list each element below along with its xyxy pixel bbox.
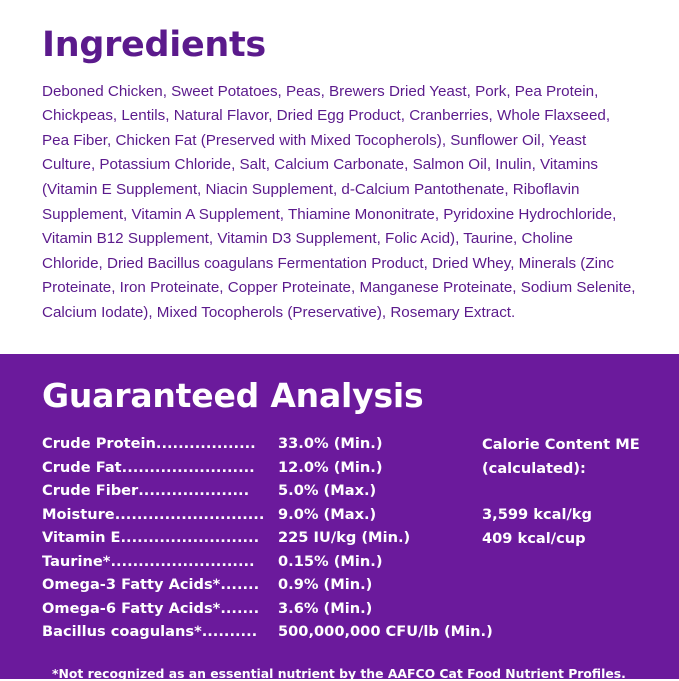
- leader-dots: ....................: [138, 482, 250, 500]
- nutrient-value: 33.0% (Min.): [278, 435, 383, 453]
- table-row: [42, 620, 493, 644]
- nutrient-value: 225 IU/kg (Min.): [278, 529, 411, 547]
- nutrient-label: Crude Fat: [42, 458, 122, 476]
- table-row: [42, 573, 474, 597]
- nutrient-label: Omega-6 Fatty Acids*: [42, 599, 221, 617]
- guaranteed-analysis-table: [42, 432, 493, 644]
- calorie-gap: [482, 480, 640, 503]
- guaranteed-analysis-title: Guaranteed Analysis: [42, 376, 424, 415]
- calorie-value-kg: 3,599 kcal/kg: [482, 506, 592, 524]
- nutrient-value: 500,000,000 CFU/lb (Min.): [278, 623, 493, 641]
- calorie-heading-line-2: (calculated):: [482, 459, 586, 477]
- ingredients-title: Ingredients: [42, 25, 266, 65]
- nutrient-value: 9.0% (Max.): [278, 505, 377, 523]
- nutrient-label: Taurine*: [42, 552, 111, 570]
- leader-dots: ...........................: [114, 505, 265, 523]
- calorie-heading-line-1: Calorie Content ME: [482, 436, 640, 454]
- calorie-value-cup: 409 kcal/cup: [482, 529, 586, 547]
- leader-dots: ........................: [121, 458, 255, 476]
- leader-dots: ..........: [201, 623, 258, 641]
- nutrient-label: Omega-3 Fatty Acids*: [42, 576, 221, 594]
- table-row: [42, 526, 474, 550]
- nutrient-label: Crude Protein: [42, 435, 156, 453]
- nutrient-value: 12.0% (Min.): [278, 458, 383, 476]
- guaranteed-analysis-footnote: *Not recognized as an essential nutrient by the AAFCO Cat Food Nutrient Profiles.: [52, 665, 626, 681]
- nutrient-label: Crude Fiber: [42, 482, 139, 500]
- table-row: [42, 479, 474, 503]
- nutrient-label: Moisture: [42, 505, 115, 523]
- nutrient-label: Vitamin E: [42, 529, 121, 547]
- leader-dots: .......: [220, 576, 260, 594]
- calorie-content-block: [474, 432, 640, 550]
- leader-dots: .......: [220, 599, 260, 617]
- nutrient-value: 5.0% (Max.): [278, 482, 377, 500]
- nutrient-value: 0.15% (Min.): [278, 552, 383, 570]
- table-row: [42, 432, 474, 456]
- table-row: [42, 503, 474, 527]
- table-row: [42, 597, 474, 621]
- leader-dots: ..................: [155, 435, 256, 453]
- leader-dots: ..........................: [110, 552, 255, 570]
- ingredients-text: Deboned Chicken, Sweet Potatoes, Peas, Brewers Dried Yeast, Pork, Pea Protein, Chickpeas, Lentils, Natural Flavor, Dried Egg Product, Cranberries, Whole Flaxseed, Pea Fiber, Chicken Fat (Preserved with Mixed Tocopherols), Sunflower Oil, Yeast Culture, Potassium Chloride, Salt, Calcium Carbonate, Salmon Oil, Inulin, Vitamins (Vitamin E Supplement, Niacin Supplement, d-Calcium Pantothenate, Riboflavin Supplement, Vitamin A Supplement, Thiamine Mononitrate, Pyridoxine Hydrochloride, Vitamin B12 Supplement, Vitamin D3 Supplement, Folic Acid), Taurine, Choline Chloride, Dried Bacillus coagulans Fermentation Product, Dried Whey, Minerals (Zinc Proteinate, Iron Proteinate, Copper Proteinate, Manganese Proteinate, Sodium Selenite, Calcium Iodate), Mixed Tocopherols (Preservative), Rosemary Extract.: [42, 82, 636, 322]
- table-row: [42, 456, 474, 480]
- nutrient-label: Bacillus coagulans*: [42, 623, 202, 641]
- leader-dots: .........................: [120, 529, 260, 547]
- guaranteed-analysis-columns: [42, 432, 640, 644]
- nutrient-value: 3.6% (Min.): [278, 599, 373, 617]
- guaranteed-analysis-section: [0, 354, 679, 679]
- nutrient-value: 0.9% (Min.): [278, 576, 373, 594]
- table-row: [42, 550, 474, 574]
